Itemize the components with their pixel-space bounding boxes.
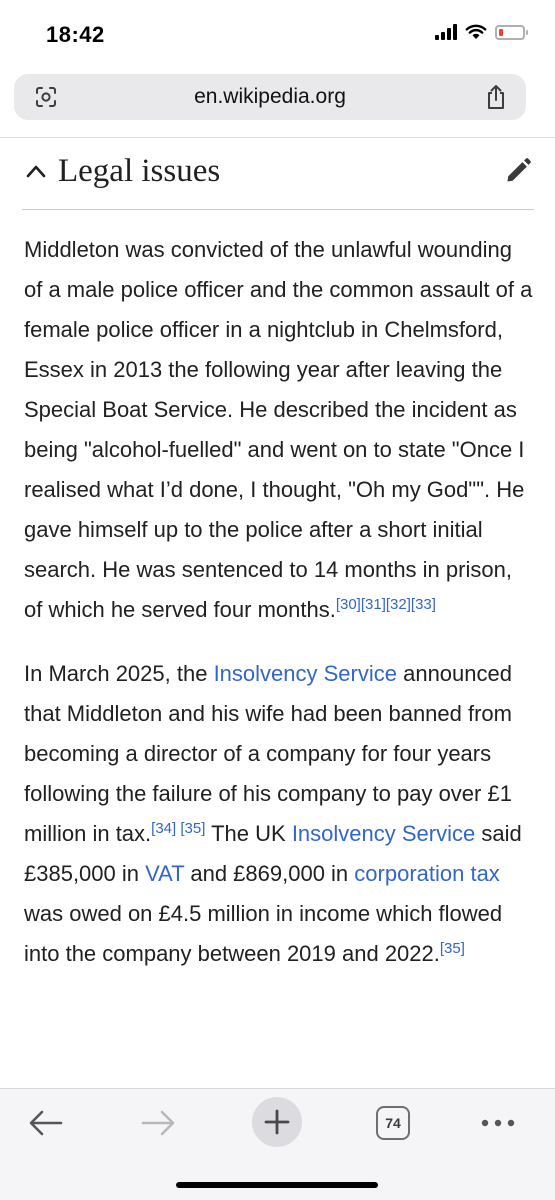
new-tab-button[interactable]	[252, 1097, 302, 1147]
more-button[interactable]	[478, 1103, 518, 1143]
citation-33[interactable]: [33]	[410, 596, 436, 613]
wifi-icon	[465, 24, 487, 40]
citation-31[interactable]: [31]	[360, 596, 386, 613]
link-vat[interactable]: VAT	[145, 861, 185, 886]
more-dots-icon	[481, 1119, 515, 1127]
forward-button[interactable]	[138, 1103, 178, 1143]
link-corporation-tax[interactable]: corporation tax	[354, 861, 500, 886]
divider	[0, 137, 555, 138]
tabs-icon[interactable]: 74	[376, 1106, 410, 1140]
citation-35[interactable]: [35]	[180, 820, 206, 837]
citation-group-3	[440, 940, 465, 957]
forward-arrow-icon	[140, 1109, 176, 1137]
p2-text-3: The UK	[205, 821, 292, 846]
citation-32[interactable]: [32]	[385, 596, 411, 613]
status-icons	[435, 24, 525, 40]
back-arrow-icon	[28, 1109, 64, 1137]
article-body	[24, 230, 534, 998]
chevron-up-icon[interactable]	[26, 164, 46, 178]
status-bar	[0, 0, 555, 66]
share-icon[interactable]	[484, 83, 508, 111]
plus-icon	[264, 1109, 290, 1135]
page-tools-icon[interactable]	[34, 85, 58, 109]
citation-35b[interactable]: [35]	[439, 940, 465, 957]
citation-30[interactable]: [30]	[335, 596, 361, 613]
address-bar[interactable]	[14, 74, 526, 120]
link-insolvency-service[interactable]: Insolvency Service	[213, 661, 397, 686]
paragraph-1	[24, 230, 534, 630]
section-heading[interactable]	[22, 150, 534, 210]
p2-text-4: said £385,000 in	[24, 821, 522, 886]
p2-text-2: announced that Middleton and his wife had been banned from becoming a director of a company for four years following the failure of his company to pay over £1 million in tax.	[24, 661, 512, 846]
signal-icon	[435, 24, 457, 40]
home-indicator[interactable]	[176, 1182, 378, 1188]
paragraph-2	[24, 654, 534, 974]
paragraph-1-text: Middleton was convicted of the unlawful wounding of a male police officer and the common assault of a female police officer in a nightclub in Chelmsford, Essex in 2013 the following year after leaving the Special Boat Service. He described the incident as being "alcohol-fuelled" and went on to state "Once I realised what I’d done, I thought, "Oh my God"". He gave himself up to the police after a short initial search. He was sentenced to 14 months in prison, of which he served four months.	[24, 237, 533, 622]
citation-group-2	[151, 820, 205, 837]
section-title: Legal issues	[58, 153, 221, 189]
url-text[interactable]: en.wikipedia.org	[194, 85, 346, 108]
edit-pencil-icon[interactable]	[504, 157, 532, 185]
p2-text-5: and £869,000 in	[184, 861, 355, 886]
p2-text-1: In March 2025, the	[24, 661, 214, 686]
link-insolvency-service-2[interactable]: Insolvency Service	[291, 821, 476, 846]
status-time: 18:42	[46, 22, 105, 47]
battery-icon	[495, 25, 525, 40]
citation-34[interactable]: [34]	[151, 820, 177, 837]
back-button[interactable]	[26, 1103, 66, 1143]
p2-text-6: was owed on £4.5 million in income which flowed into the company between 2019 and 2022.	[24, 901, 503, 966]
citation-group-1	[336, 596, 436, 613]
